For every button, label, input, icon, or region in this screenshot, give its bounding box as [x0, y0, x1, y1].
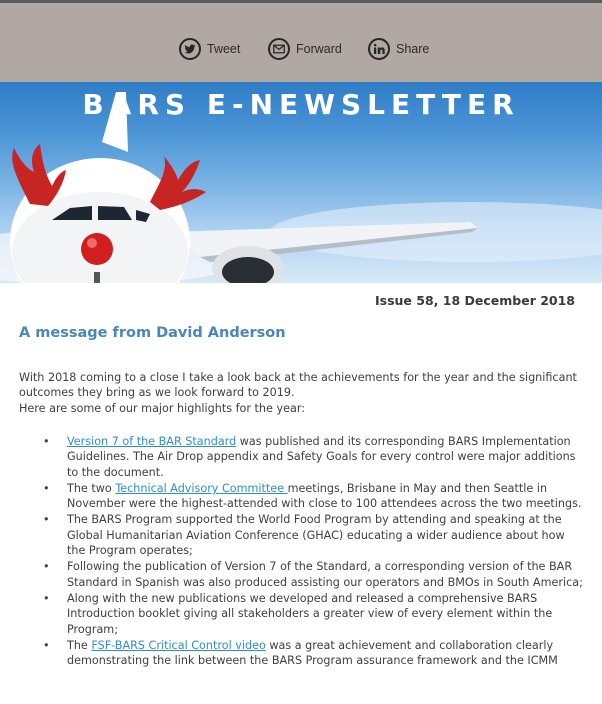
list-item: • Following the publication of Version 7 of the Standard, a corresponding version of the BAR Standard in Spanish was also produced assisting our operators and BMOs in South America; — [0, 559, 602, 590]
critical-control-video-link[interactable]: FSF-BARS Critical Control video — [91, 638, 266, 652]
share-label: Share — [396, 42, 430, 56]
forward-button[interactable] — [268, 36, 342, 62]
technical-advisory-committee-link[interactable]: Technical Advisory Committee — [115, 481, 288, 495]
forward-label: Forward — [296, 42, 342, 56]
message-heading: A message from David Anderson — [19, 325, 286, 341]
newsletter-banner — [0, 82, 602, 283]
list-item: • The FSF-BARS Critical Control video was a great achievement and collaboration clearly demonstrating the link between the BARS Program assurance framework and the ICMM — [0, 638, 602, 669]
newsletter-title: BARS E-NEWSLETTER — [82, 88, 520, 121]
linkedin-icon — [368, 38, 390, 60]
share-bar — [0, 3, 602, 82]
share-button[interactable] — [368, 36, 429, 62]
highlights-list — [0, 434, 602, 669]
list-item: • Along with the new publications we developed and released a comprehensive BARS Introduction booklet giving all stakeholders a greater view of every element within the Program; — [0, 591, 602, 637]
intro-line-2: Here are some of our major highlights for the year: — [19, 401, 305, 415]
list-item: • The BARS Program supported the World Food Program by attending and speaking at the Global Humanitarian Aviation Conference (GHAC) educating a wider audience about how the Program operates; — [0, 512, 602, 558]
tweet-button[interactable] — [179, 36, 240, 62]
list-item: • The two Technical Advisory Committee meetings, Brisbane in May and then Seattle in November were the highest-attended with close to 100 attendees across the two meetings. — [0, 481, 602, 512]
list-item: • Version 7 of the BAR Standard was published and its corresponding BARS Implementation Guidelines. The Air Drop appendix and Safety Goals for every control were major additions to the document. — [0, 434, 602, 480]
tweet-label: Tweet — [207, 42, 241, 56]
intro-line-1: With 2018 coming to a close I take a look back at the achievements for the year and the significant outcomes they bring as we look forward to 2019. — [19, 371, 577, 400]
mail-icon — [268, 38, 290, 60]
twitter-icon — [179, 38, 201, 60]
version7-link[interactable]: Version 7 of the BAR Standard — [67, 435, 237, 448]
intro-text — [19, 370, 579, 416]
issue-date: Issue 58, 18 December 2018 — [375, 293, 575, 308]
